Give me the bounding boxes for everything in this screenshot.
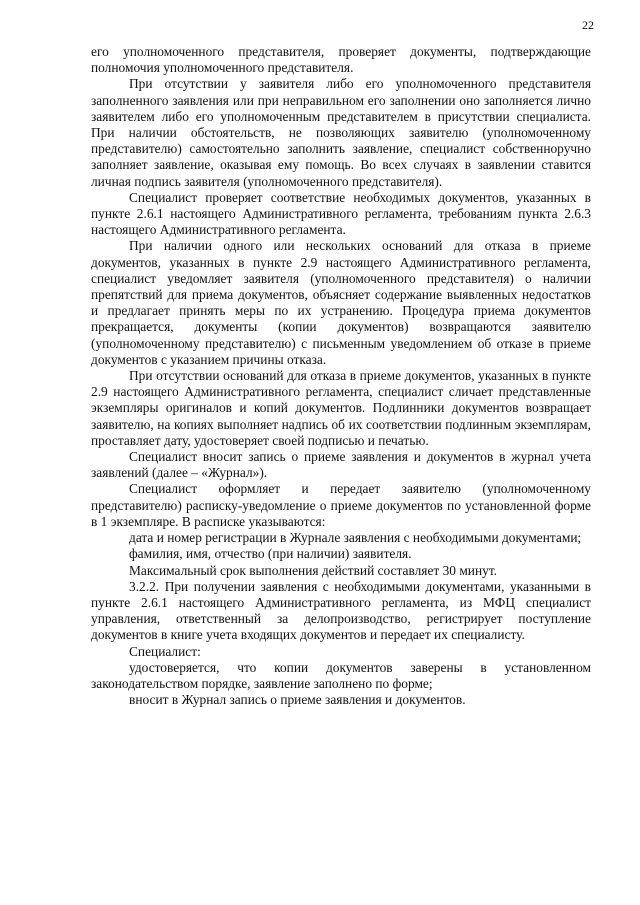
paragraph: При отсутствии оснований для отказа в приеме документов, указанных в пункте 2.9 настоящего Административного регламента, специалист сличает представленные экземпляры оригиналов и копий документов. Подлинники документов возвращает заявителю, на копиях выполняет надпись об их соответствии подлинным экземплярам, проставляет дату, удостоверяет своей подписью и печатью. [91,368,591,448]
paragraph: 3.2.2. При получении заявления с необходимыми документами, указанными в пункте 2.6.1 настоящего Административного регламента, из МФЦ специалист управления, ответственный за делопроизводство, регистрирует поступление документов в книге учета входящих документов и передает их специалисту. [91,578,591,643]
paragraph: Специалист оформляет и передает заявителю (уполномоченному представителю) расписку-уведомление о приеме документов по установленной форме в 1 экземпляре. В расписке указываются: [91,481,591,529]
paragraph: Специалист: [129,643,201,659]
page-number: 22 [582,18,594,32]
list-item: вносит в Журнал запись о приеме заявления и документов. [129,692,466,708]
paragraph: Максимальный срок выполнения действий составляет 30 минут. [129,562,498,578]
paragraph: При отсутствии у заявителя либо его уполномоченного представителя заполненного заявления или при неправильном его заполнении оно заполняется лично заявителем либо его уполномоченным представителем в присутствии специалиста. При наличии обстоятельств, не позволяющих заявителю (уполномоченному представителю) самостоятельно заполнить заявление, специалист собственноручно заполняет заявление, оказывая ему помощь. Во всех случаях в заявлении ставится личная подпись заявителя (уполномоченного представителя). [91,76,591,189]
paragraph: Специалист проверяет соответствие необходимых документов, указанных в пункте 2.6.1 настоящего Административного регламента, требованиям пункта 2.6.3 настоящего Административного регламента. [91,189,591,238]
list-item: фамилия, имя, отчество (при наличии) заявителя. [129,546,412,562]
paragraph: Специалист вносит запись о приеме заявления и документов в журнал учета заявлений (далее – «Журнал»). [91,449,591,481]
list-item: удостоверяется, что копии документов заверены в установленном законодательством порядке, заявление заполнено по форме; [91,659,591,691]
list-item: дата и номер регистрации в Журнале заявления с необходимыми документами; [129,530,582,546]
document-body [91,44,591,708]
paragraph: его уполномоченного представителя, проверяет документы, подтверждающие полномочия уполномоченного представителя. [91,44,591,76]
paragraph: При наличии одного или нескольких оснований для отказа в приеме документов, указанных в пункте 2.9 настоящего Административного регламента, специалист уведомляет заявителя (уполномоченного представителя) о наличии препятствий для приема документов, объясняет содержание выявленных недостатков и предлагает принять меры по их устранению. Процедура приема документов прекращается, документы (копии документов) возвращаются заявителю (уполномоченному представителю) с письменным уведомлением об отказе в приеме документов с указанием причины отказа. [91,238,591,367]
